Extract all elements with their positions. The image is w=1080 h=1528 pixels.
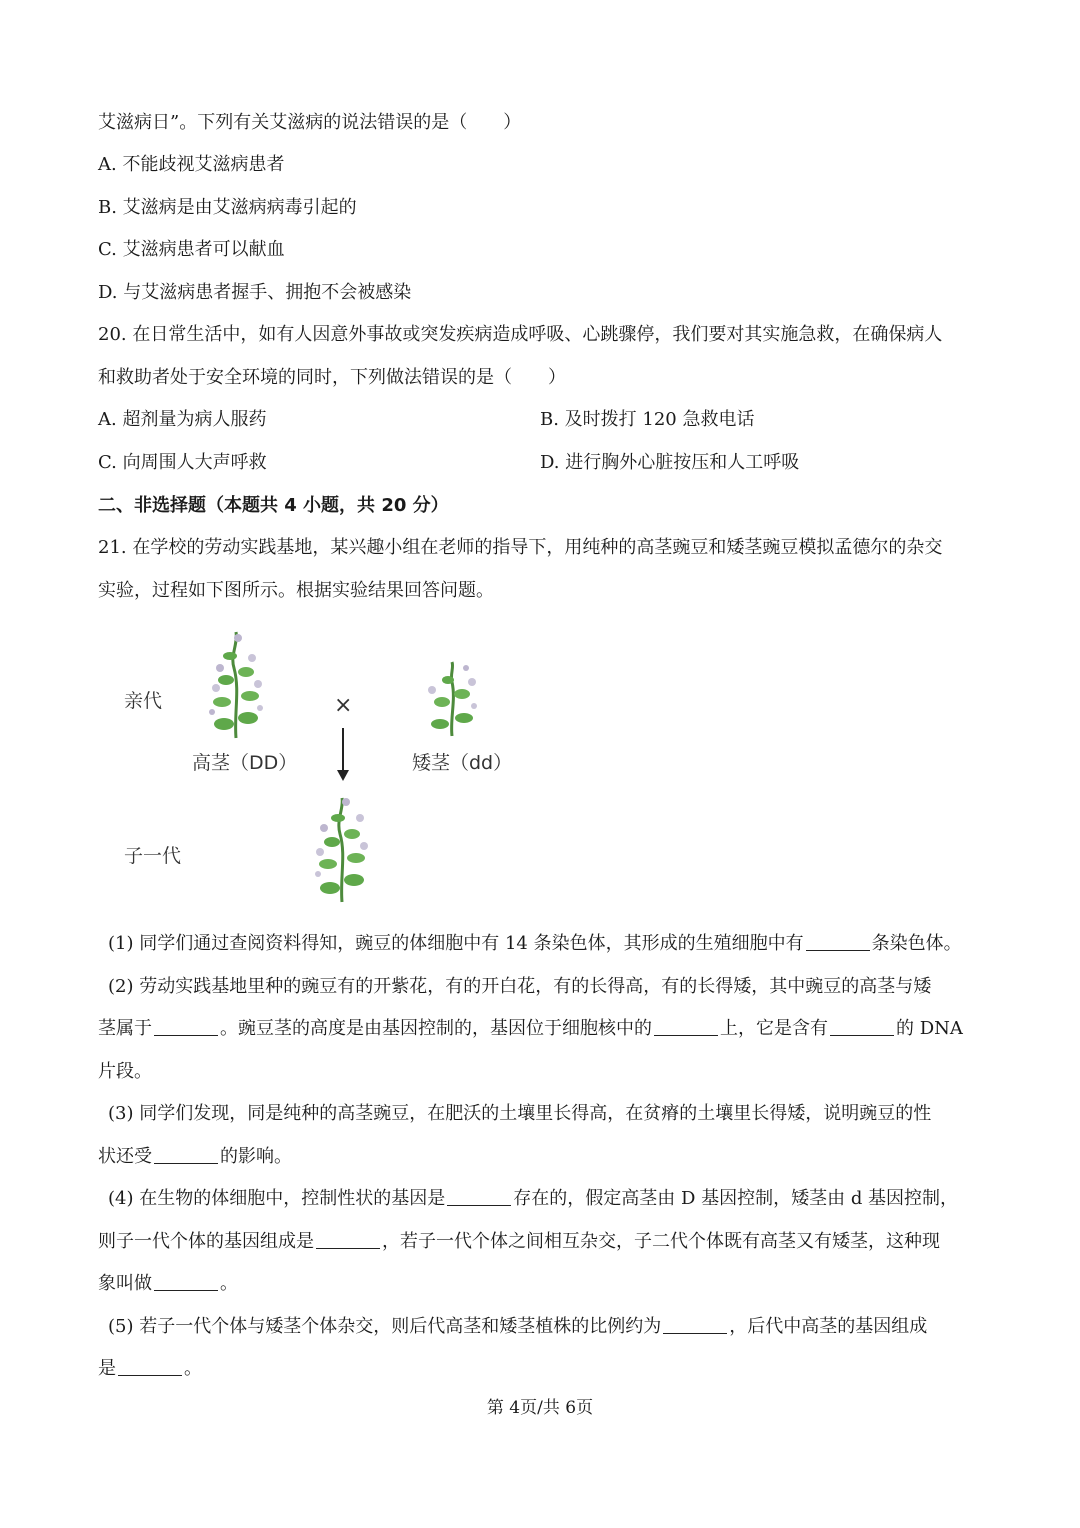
q21-sub4-text-e: 象叫做 — [98, 1273, 152, 1294]
q21-sub4-line3 — [98, 1271, 238, 1297]
q21-sub3-line1: (3) 同学们发现，同是纯种的高茎豌豆，在肥沃的土壤里长得高，在贫瘠的土壤里长得矮，说明豌豆的性 — [108, 1103, 932, 1124]
tall-pea-plant-icon — [200, 628, 272, 740]
q21-sub5-line2 — [98, 1356, 202, 1382]
answer-blank[interactable] — [154, 1017, 218, 1036]
down-arrow-icon — [335, 728, 351, 782]
q21-sub1-text-b: 条染色体。 — [871, 933, 962, 954]
q19-option-c: C. 艾滋病患者可以献血 — [98, 239, 285, 260]
page-number: 第 4页/共 6页 — [486, 1398, 594, 1418]
short-pea-plant-icon — [422, 660, 482, 738]
q20-stem-line1: 20. 在日常生活中，如有人因意外事故或突发疾病造成呼吸、心跳骤停，我们要对其实施急救，在确保病人 — [98, 324, 943, 345]
f1-generation-label: 子一代 — [124, 845, 182, 867]
q21-sub3-text-b: 的影响。 — [220, 1146, 292, 1167]
tall-stem-label: 高茎（DD） — [192, 752, 298, 774]
q21-stem-line1: 21. 在学校的劳动实践基地，某兴趣小组在老师的指导下，用纯种的高茎豌豆和矮茎豌豆模拟孟德尔的杂交 — [98, 537, 943, 558]
short-stem-label: 矮茎（dd） — [412, 752, 513, 774]
answer-blank[interactable] — [118, 1357, 182, 1376]
q21-sub4-text-b: 存在的，假定高茎由 D 基因控制，矮茎由 d 基因控制， — [513, 1188, 959, 1209]
q21-sub4-text-d: ，若子一代个体之间相互杂交，子二代个体既有高茎又有矮茎，这种现 — [382, 1231, 940, 1252]
q21-sub2-text-a: 茎属于 — [98, 1018, 152, 1039]
f1-pea-plant-icon — [306, 794, 378, 904]
q21-sub3-line2 — [98, 1144, 292, 1170]
q19-option-d: D. 与艾滋病患者握手、拥抱不会被感染 — [98, 282, 412, 303]
q21-sub3-text-a: 状还受 — [98, 1146, 152, 1167]
answer-blank[interactable] — [447, 1187, 511, 1206]
q21-sub5-text-d: 。 — [184, 1358, 202, 1379]
q20-option-d: D. 进行胸外心脏按压和人工呼吸 — [540, 452, 800, 473]
q20-option-b: B. 及时拨打 120 急救电话 — [540, 409, 755, 430]
q21-sub2-text-d: 的 DNA — [896, 1018, 963, 1039]
answer-blank[interactable] — [154, 1272, 218, 1291]
q19-option-a: A. 不能歧视艾滋病患者 — [98, 154, 285, 175]
q20-option-c: C. 向周围人大声呼救 — [98, 452, 267, 473]
q21-sub5-text-b: ，后代中高茎的基因组成 — [729, 1316, 928, 1337]
q21-sub5-text-c: 是 — [98, 1358, 116, 1379]
q21-sub4-text-a: (4) 在生物的体细胞中，控制性状的基因是 — [108, 1188, 446, 1209]
q21-sub1-text-a: (1) 同学们通过查阅资料得知，豌豆的体细胞中有 14 条染色体，其形成的生殖细胞中有 — [108, 933, 804, 954]
q21-sub2-text-b: 。豌豆茎的高度是由基因控制的，基因位于细胞核中的 — [220, 1018, 652, 1039]
q21-sub4-text-c: 则子一代个体的基因组成是 — [98, 1231, 314, 1252]
q21-sub4-text-f: 。 — [220, 1273, 238, 1294]
q21-sub1 — [108, 931, 962, 957]
q21-stem-line2: 实验，过程如下图所示。根据实验结果回答问题。 — [98, 580, 494, 601]
section-title: 二、非选择题（本题共 4 小题，共 20 分） — [98, 495, 449, 516]
q20-option-a: A. 超剂量为病人服药 — [98, 409, 267, 430]
answer-blank[interactable] — [316, 1230, 380, 1249]
q21-sub2-line2 — [98, 1016, 963, 1042]
parent-generation-label: 亲代 — [124, 690, 163, 712]
answer-blank[interactable] — [806, 932, 870, 951]
q20-stem-line2: 和救助者处于安全环境的同时，下列做法错误的是（ ） — [98, 367, 566, 388]
q19-stem-tail: 艾滋病日”。下列有关艾滋病的说法错误的是（ ） — [98, 112, 522, 133]
answer-blank[interactable] — [154, 1145, 218, 1164]
q21-sub4-line2 — [98, 1229, 940, 1255]
q19-option-b: B. 艾滋病是由艾滋病病毒引起的 — [98, 197, 357, 218]
answer-blank[interactable] — [663, 1315, 727, 1334]
q21-sub5-text-a: (5) 若子一代个体与矮茎个体杂交，则后代高茎和矮茎植株的比例约为 — [108, 1316, 662, 1337]
q21-sub2-line1: (2) 劳动实践基地里种的豌豆有的开紫花，有的开白花，有的长得高，有的长得矮，其中豌豆的高茎与矮 — [108, 976, 932, 997]
cross-symbol: × — [334, 693, 353, 718]
q21-sub4-line1 — [108, 1186, 958, 1212]
q21-sub2-line3: 片段。 — [98, 1061, 152, 1082]
q21-sub5-line1 — [108, 1314, 927, 1340]
answer-blank[interactable] — [654, 1017, 718, 1036]
q21-sub2-text-c: 上，它是含有 — [720, 1018, 828, 1039]
answer-blank[interactable] — [830, 1017, 894, 1036]
